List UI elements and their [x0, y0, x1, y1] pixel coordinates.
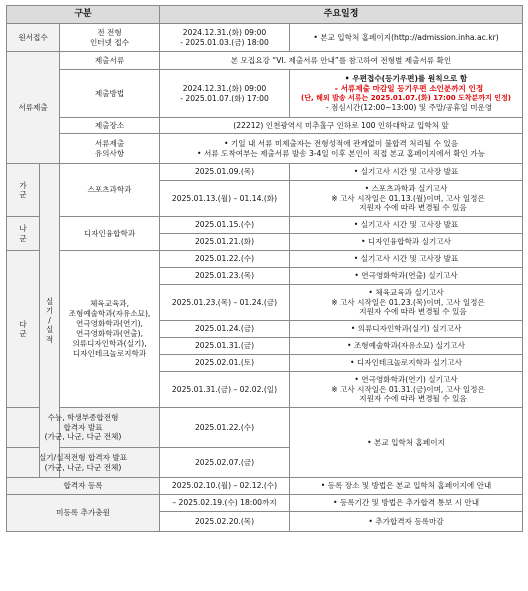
documents-notes-row: [7, 134, 523, 164]
da-item-6: [290, 355, 523, 372]
header-row: [7, 6, 523, 24]
application-label: 원서접수: [7, 24, 60, 52]
da-dept-1: 체육교육과,: [89, 299, 130, 309]
design-item-1: [290, 217, 523, 234]
documents-method-line1: • 우편접수(등기우편)를 원칙으로 함: [293, 74, 519, 84]
application-detail: [290, 24, 523, 52]
additional-detail-2: [290, 512, 523, 532]
da-item-6-text: • 디자인테크놀로지학과 실기고사: [350, 358, 462, 367]
results-merit-row: [7, 408, 523, 448]
da-item-2-text: • 연극영화학과(연출) 실기고사: [354, 271, 457, 280]
da-item-1-text: • 실기고사 시간 및 고사장 발표: [354, 254, 459, 263]
da-item-7-note-2: 지원자 수에 따라 변경될 수 있음: [359, 394, 467, 404]
documents-notes-label: [60, 134, 160, 164]
sports-dept: 스포츠과학과: [60, 164, 160, 217]
da-depts: [60, 251, 160, 408]
practical-char-5: 적: [45, 334, 54, 344]
da-item-2: [290, 268, 523, 285]
sports-item-2-note-1: ※ 고사 시작일은 01.13.(월)이며, 고사 일정은: [331, 193, 485, 203]
documents-method-label: 제출방법: [60, 70, 160, 118]
documents-place-detail: (22212) 인천광역시 미추홀구 인하로 100 인하대학교 입학처 앞: [160, 118, 523, 134]
application-row: [7, 24, 523, 52]
da-date-2: 2025.01.23.(목): [160, 268, 290, 285]
group-ga-char-2: 군: [19, 190, 27, 199]
da-item-7-note-1: ※ 고사 시작일은 01.31.(금)이며, 고사 일정은: [331, 384, 485, 394]
registration-detail-text: • 등록 장소 및 방법은 본교 입학처 홈페이지에 안내: [321, 481, 492, 490]
application-sub-line1: 전 전형: [97, 27, 122, 37]
documents-method-line3: (단, 해외 발송 서류는 2025.01.07.(화) 17:00 도착분까지 인정): [301, 93, 511, 102]
documents-method-line4: - 점심시간(12:00~13:00) 및 주말/공휴일 미운영: [325, 102, 493, 112]
da-row-1: [7, 251, 523, 268]
documents-docs-detail: 본 모집요강 “VI. 제출서류 안내”를 참고하여 전형별 제출서류 확인: [160, 52, 523, 70]
documents-method-line2: - 서류제출 마감일 등기우편 소인분까지 인정: [334, 84, 484, 94]
application-date-line2: - 2025.01.03.(금) 18:00: [180, 37, 269, 47]
results-detail-text: • 본교 입학처 홈페이지: [367, 438, 445, 447]
da-item-3: [290, 285, 523, 321]
documents-notes-label-line1: 서류제출: [94, 138, 125, 148]
results-merit-line3: (가군, 나군, 다군 전체): [44, 432, 122, 442]
registration-label: 합격자 등록: [7, 478, 160, 495]
documents-notes-item1: • 기일 내 서류 미제출자는 전형성적에 관계없이 불합격 처리될 수 있음: [163, 139, 519, 149]
sports-date-1: 2025.01.09.(목): [160, 164, 290, 181]
design-item-2: [290, 234, 523, 251]
results-merit-line1: 수능, 학생부종합전형: [47, 412, 119, 422]
da-date-4: 2025.01.24.(금): [160, 321, 290, 338]
application-detail-text: • 본교 입학처 홈페이지(http://admission.inha.ac.kr): [313, 33, 498, 42]
documents-method-detail: [290, 70, 523, 118]
da-item-4-text: • 의류디자인학과(실기) 실기고사: [351, 324, 462, 333]
documents-docs-row: [7, 52, 523, 70]
documents-notes-label-line2: 유의사항: [94, 148, 125, 158]
da-dept-4: 연극영화학과(연출),: [75, 329, 144, 338]
design-item-1-text: • 실기고사 시간 및 고사장 발표: [354, 220, 459, 229]
results-merit-label: [7, 408, 160, 448]
application-date-line1: 2024.12.31.(화) 09:00: [182, 27, 267, 37]
additional-detail-2-text: • 추가합격자 등록마감: [368, 517, 443, 526]
group-na-char-1: 나: [19, 224, 27, 234]
header-schedule: 주요일정: [160, 6, 523, 24]
additional-detail-1-text: • 등록기간 및 방법은 추가합격 통보 시 안내: [333, 498, 479, 507]
da-item-5-text: • 조형예술학과(자유소묘) 실기고사: [347, 341, 465, 350]
da-item-5: [290, 338, 523, 355]
application-sub: [60, 24, 160, 52]
results-practical-line2: (가군, 나군, 다군 전체): [44, 462, 122, 472]
group-ga-char-1: 가: [19, 180, 27, 190]
documents-method-date-line2: - 2025.01.07.(화) 17:00: [180, 93, 269, 103]
documents-method-date-line1: 2024.12.31.(화) 09:00: [182, 83, 267, 93]
application-date: [160, 24, 290, 52]
da-dept-5: 의류디자인학과(실기),: [72, 338, 147, 348]
results-practical-label: [7, 448, 160, 478]
documents-method-row: [7, 70, 523, 118]
group-da-label: [7, 251, 40, 408]
registration-detail: [290, 478, 523, 495]
sports-item-1-text: • 실기고사 시간 및 고사장 발표: [354, 167, 459, 176]
additional-date-1: – 2025.02.19.(수) 18:00까지: [160, 495, 290, 512]
sports-row-1: [7, 164, 523, 181]
results-merit-date: 2025.01.22.(수): [160, 408, 290, 448]
sports-date-2: 2025.01.13.(월) – 01.14.(화): [160, 181, 290, 217]
documents-place-label: 제출장소: [60, 118, 160, 134]
da-date-5: 2025.01.31.(금): [160, 338, 290, 355]
da-dept-2: 조형예술학과(자유소묘),: [68, 309, 151, 319]
results-practical-line1: 실기/실적전형 합격자 발표: [38, 452, 128, 462]
da-dept-6: 디자인테크놀로지학과: [72, 348, 147, 358]
practical-char-2: 기: [45, 306, 54, 316]
da-item-7: [290, 372, 523, 408]
da-date-7: 2025.01.31.(금) – 02.02.(일): [160, 372, 290, 408]
da-dept-3: 연극영화학과(연기),: [75, 319, 144, 329]
design-date-1: 2025.01.15.(수): [160, 217, 290, 234]
additional-date-2: 2025.02.20.(목): [160, 512, 290, 532]
design-item-2-text: • 디자인융합학과 실기고사: [361, 237, 451, 246]
group-ga-label: [7, 164, 40, 217]
group-na-label: [7, 217, 40, 251]
da-item-4: [290, 321, 523, 338]
group-da-char-1: 다: [19, 319, 27, 329]
group-na-char-2: 군: [19, 233, 27, 243]
application-sub-line2: 인터넷 접수: [89, 37, 130, 47]
registration-row: [7, 478, 523, 495]
sports-item-1: [290, 164, 523, 181]
design-row-1: [7, 217, 523, 234]
sports-item-2: [290, 181, 523, 217]
additional-label: 미등록 추가충원: [7, 495, 160, 532]
da-item-3-text: • 체육교육과 실기고사: [293, 288, 519, 298]
additional-detail-1: [290, 495, 523, 512]
documents-label: 서류제출: [7, 52, 60, 164]
documents-notes-item2: • 서류 도착여부는 제출서류 발송 3-4일 이후 본인이 직접 본교 홈페이지에서 확인 가능: [163, 149, 519, 159]
da-date-6: 2025.02.01.(토): [160, 355, 290, 372]
results-detail: [290, 408, 523, 478]
design-date-2: 2025.01.21.(화): [160, 234, 290, 251]
da-item-3-note-2: 지원자 수에 따라 변경될 수 있음: [359, 307, 467, 317]
registration-date: 2025.02.10.(월) – 02.12.(수): [160, 478, 290, 495]
results-practical-date: 2025.02.07.(금): [160, 448, 290, 478]
sports-item-2-text: • 스포츠과학과 실기고사: [293, 184, 519, 194]
documents-notes-detail: [160, 134, 523, 164]
da-date-1: 2025.01.22.(수): [160, 251, 290, 268]
group-da-char-2: 군: [19, 329, 27, 338]
header-category: 구분: [7, 6, 160, 24]
da-item-3-note-1: ※ 고사 시작일은 01.23.(목)이며, 고사 일정은: [331, 297, 485, 307]
practical-char-1: 실: [45, 296, 54, 306]
design-dept: 디자인융합학과: [60, 217, 160, 251]
sports-item-2-note-2: 지원자 수에 따라 변경될 수 있음: [359, 203, 467, 213]
practical-char-3: /: [48, 315, 51, 325]
da-item-7-text: • 연극영화학과(연기) 실기고사: [293, 375, 519, 385]
admission-schedule-table: [6, 5, 523, 532]
documents-place-row: [7, 118, 523, 134]
additional-row-1: [7, 495, 523, 512]
results-merit-line2: 합격자 발표: [63, 422, 103, 432]
da-date-3: 2025.01.23.(목) – 01.24.(금): [160, 285, 290, 321]
documents-docs-label: 제출서류: [60, 52, 160, 70]
practical-char-4: 실: [45, 325, 54, 335]
da-item-1: [290, 251, 523, 268]
documents-method-date: [160, 70, 290, 118]
